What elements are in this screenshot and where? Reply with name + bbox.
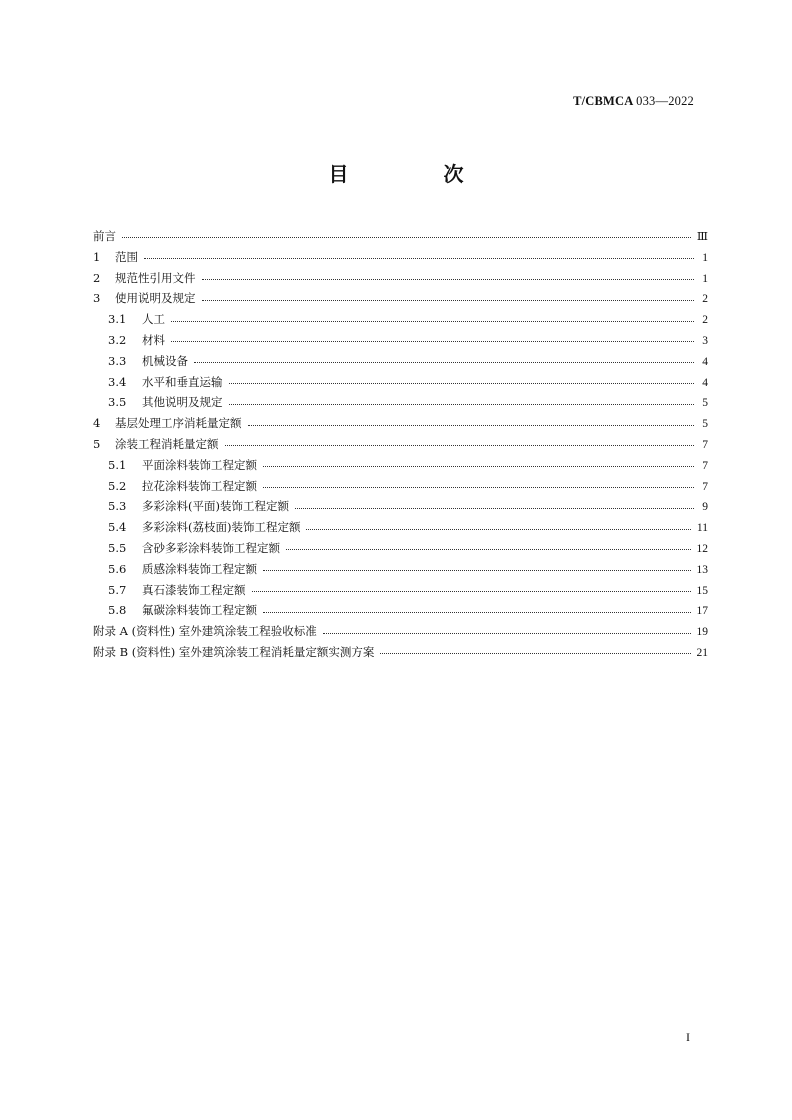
toc-leader-dots (202, 278, 695, 280)
toc-leader-dots (194, 361, 694, 363)
table-of-contents (93, 226, 708, 663)
page-title: 目 次 (328, 162, 508, 186)
toc-leader-dots (229, 403, 695, 405)
toc-leader-dots (263, 486, 694, 488)
toc-entry-number: 5.5 (108, 540, 127, 555)
document-code (573, 94, 694, 109)
toc-entry-number: 3.3 (108, 353, 127, 368)
toc-entry-page: Ⅲ (696, 231, 708, 243)
toc-entry-page: 2 (702, 293, 708, 306)
toc-leader-dots (263, 465, 694, 467)
toc-entry-number: 5.4 (108, 520, 127, 535)
toc-entry-page: 1 (702, 272, 708, 285)
page-number: I (686, 1030, 690, 1044)
toc-entry-page: 21 (696, 646, 708, 659)
toc-leader-dots (263, 611, 691, 613)
toc-entry[interactable] (93, 538, 708, 559)
toc-entry[interactable] (93, 372, 708, 393)
toc-entry-label: 其他说明及规定 (142, 395, 223, 410)
toc-entry[interactable] (93, 455, 708, 476)
toc-entry[interactable] (93, 309, 708, 330)
toc-entry-page: 4 (702, 355, 708, 368)
toc-entry-page: 17 (696, 605, 708, 618)
toc-entry-page: 2 (702, 314, 708, 327)
toc-entry-label: 真石漆装饰工程定额 (142, 582, 246, 597)
toc-entry-number: 3.4 (108, 374, 127, 389)
toc-entry[interactable] (93, 580, 708, 601)
toc-entry-label: 平面涂料装饰工程定额 (142, 457, 257, 472)
toc-entry-label: 多彩涂料(荔枝面)装饰工程定额 (142, 520, 301, 535)
toc-entry[interactable] (93, 559, 708, 580)
toc-entry[interactable] (93, 621, 708, 642)
toc-entry-page: 12 (696, 542, 708, 555)
toc-entry-label: 机械设备 (142, 353, 188, 368)
toc-leader-dots (202, 299, 695, 301)
toc-entry-label: 质感涂料装饰工程定额 (142, 561, 257, 576)
toc-entry-page: 5 (702, 418, 708, 431)
toc-leader-dots (144, 257, 694, 259)
toc-entry-number: 2 (93, 270, 101, 285)
toc-entry[interactable] (93, 247, 708, 268)
toc-entry-number: 5.2 (108, 478, 127, 493)
toc-leader-dots (225, 444, 695, 446)
toc-entry-label: 基层处理工序消耗量定额 (115, 416, 242, 431)
toc-entry-label: 氟碳涂料装饰工程定额 (142, 603, 257, 618)
toc-leader-dots (252, 590, 691, 592)
toc-entry-label: 人工 (142, 312, 165, 327)
toc-leader-dots (286, 548, 691, 550)
toc-entry-page: 1 (702, 251, 708, 264)
toc-entry-number: 4 (93, 416, 101, 431)
toc-entry-label: 材料 (142, 332, 165, 347)
toc-entry-label: 前言 (93, 229, 116, 243)
toc-entry[interactable] (93, 330, 708, 351)
toc-entry-page: 5 (702, 397, 708, 410)
toc-entry[interactable] (93, 496, 708, 517)
toc-entry-label: 涂装工程消耗量定额 (115, 436, 219, 451)
toc-entry[interactable] (93, 642, 708, 663)
toc-entry[interactable] (93, 351, 708, 372)
toc-entry[interactable] (93, 434, 708, 455)
toc-entry[interactable] (93, 413, 708, 434)
toc-entry-number: 5.6 (108, 561, 127, 576)
toc-entry-number: 3.1 (108, 312, 127, 327)
toc-entry-label: 使用说明及规定 (115, 291, 196, 306)
toc-leader-dots (171, 320, 694, 322)
toc-entry-page: 9 (702, 501, 708, 514)
toc-entry-label: 附录 A (资料性) 室外建筑涂装工程验收标准 (93, 624, 317, 639)
toc-entry-page: 4 (702, 376, 708, 389)
toc-entry-number: 5.8 (108, 603, 127, 618)
toc-entry[interactable] (93, 392, 708, 413)
toc-entry-label: 规范性引用文件 (115, 270, 196, 285)
toc-leader-dots (171, 340, 694, 342)
toc-entry-page: 7 (702, 459, 708, 472)
toc-entry[interactable] (93, 226, 708, 247)
toc-leader-dots (248, 424, 695, 426)
toc-entry-number: 5.3 (108, 499, 127, 514)
toc-entry-number: 3 (93, 291, 101, 306)
toc-entry-page: 15 (696, 584, 708, 597)
toc-entry-page: 11 (696, 522, 708, 535)
toc-leader-dots (263, 569, 691, 571)
toc-entry-number: 3.2 (108, 332, 127, 347)
toc-leader-dots (306, 528, 690, 530)
toc-entry-number: 5.7 (108, 582, 127, 597)
toc-leader-dots (380, 652, 690, 654)
toc-leader-dots (122, 236, 691, 238)
toc-entry-number: 1 (93, 249, 101, 264)
toc-entry[interactable] (93, 268, 708, 289)
toc-leader-dots (295, 507, 694, 509)
toc-leader-dots (229, 382, 695, 384)
toc-entry-label: 含砂多彩涂料装饰工程定额 (142, 540, 280, 555)
document-code-number: 033—2022 (636, 94, 694, 108)
toc-entry-page: 7 (702, 480, 708, 493)
toc-entry-page: 19 (696, 626, 708, 639)
toc-entry[interactable] (93, 476, 708, 497)
toc-entry[interactable] (93, 517, 708, 538)
toc-entry-label: 附录 B (资料性) 室外建筑涂装工程消耗量定额实测方案 (93, 644, 375, 659)
toc-entry-label: 多彩涂料(平面)装饰工程定额 (142, 499, 289, 514)
toc-entry[interactable] (93, 600, 708, 621)
toc-entry-label: 范围 (115, 249, 138, 264)
toc-entry-page: 7 (702, 438, 708, 451)
document-code-prefix: T/CBMCA (573, 94, 633, 108)
toc-entry-label: 水平和垂直运输 (142, 374, 223, 389)
toc-leader-dots (323, 632, 691, 634)
toc-entry[interactable] (93, 288, 708, 309)
toc-entry-number: 5 (93, 436, 101, 451)
toc-entry-number: 5.1 (108, 457, 127, 472)
toc-entry-page: 3 (702, 334, 708, 347)
toc-entry-number: 3.5 (108, 395, 127, 410)
toc-entry-page: 13 (696, 563, 708, 576)
toc-entry-label: 拉花涂料装饰工程定额 (142, 478, 257, 493)
